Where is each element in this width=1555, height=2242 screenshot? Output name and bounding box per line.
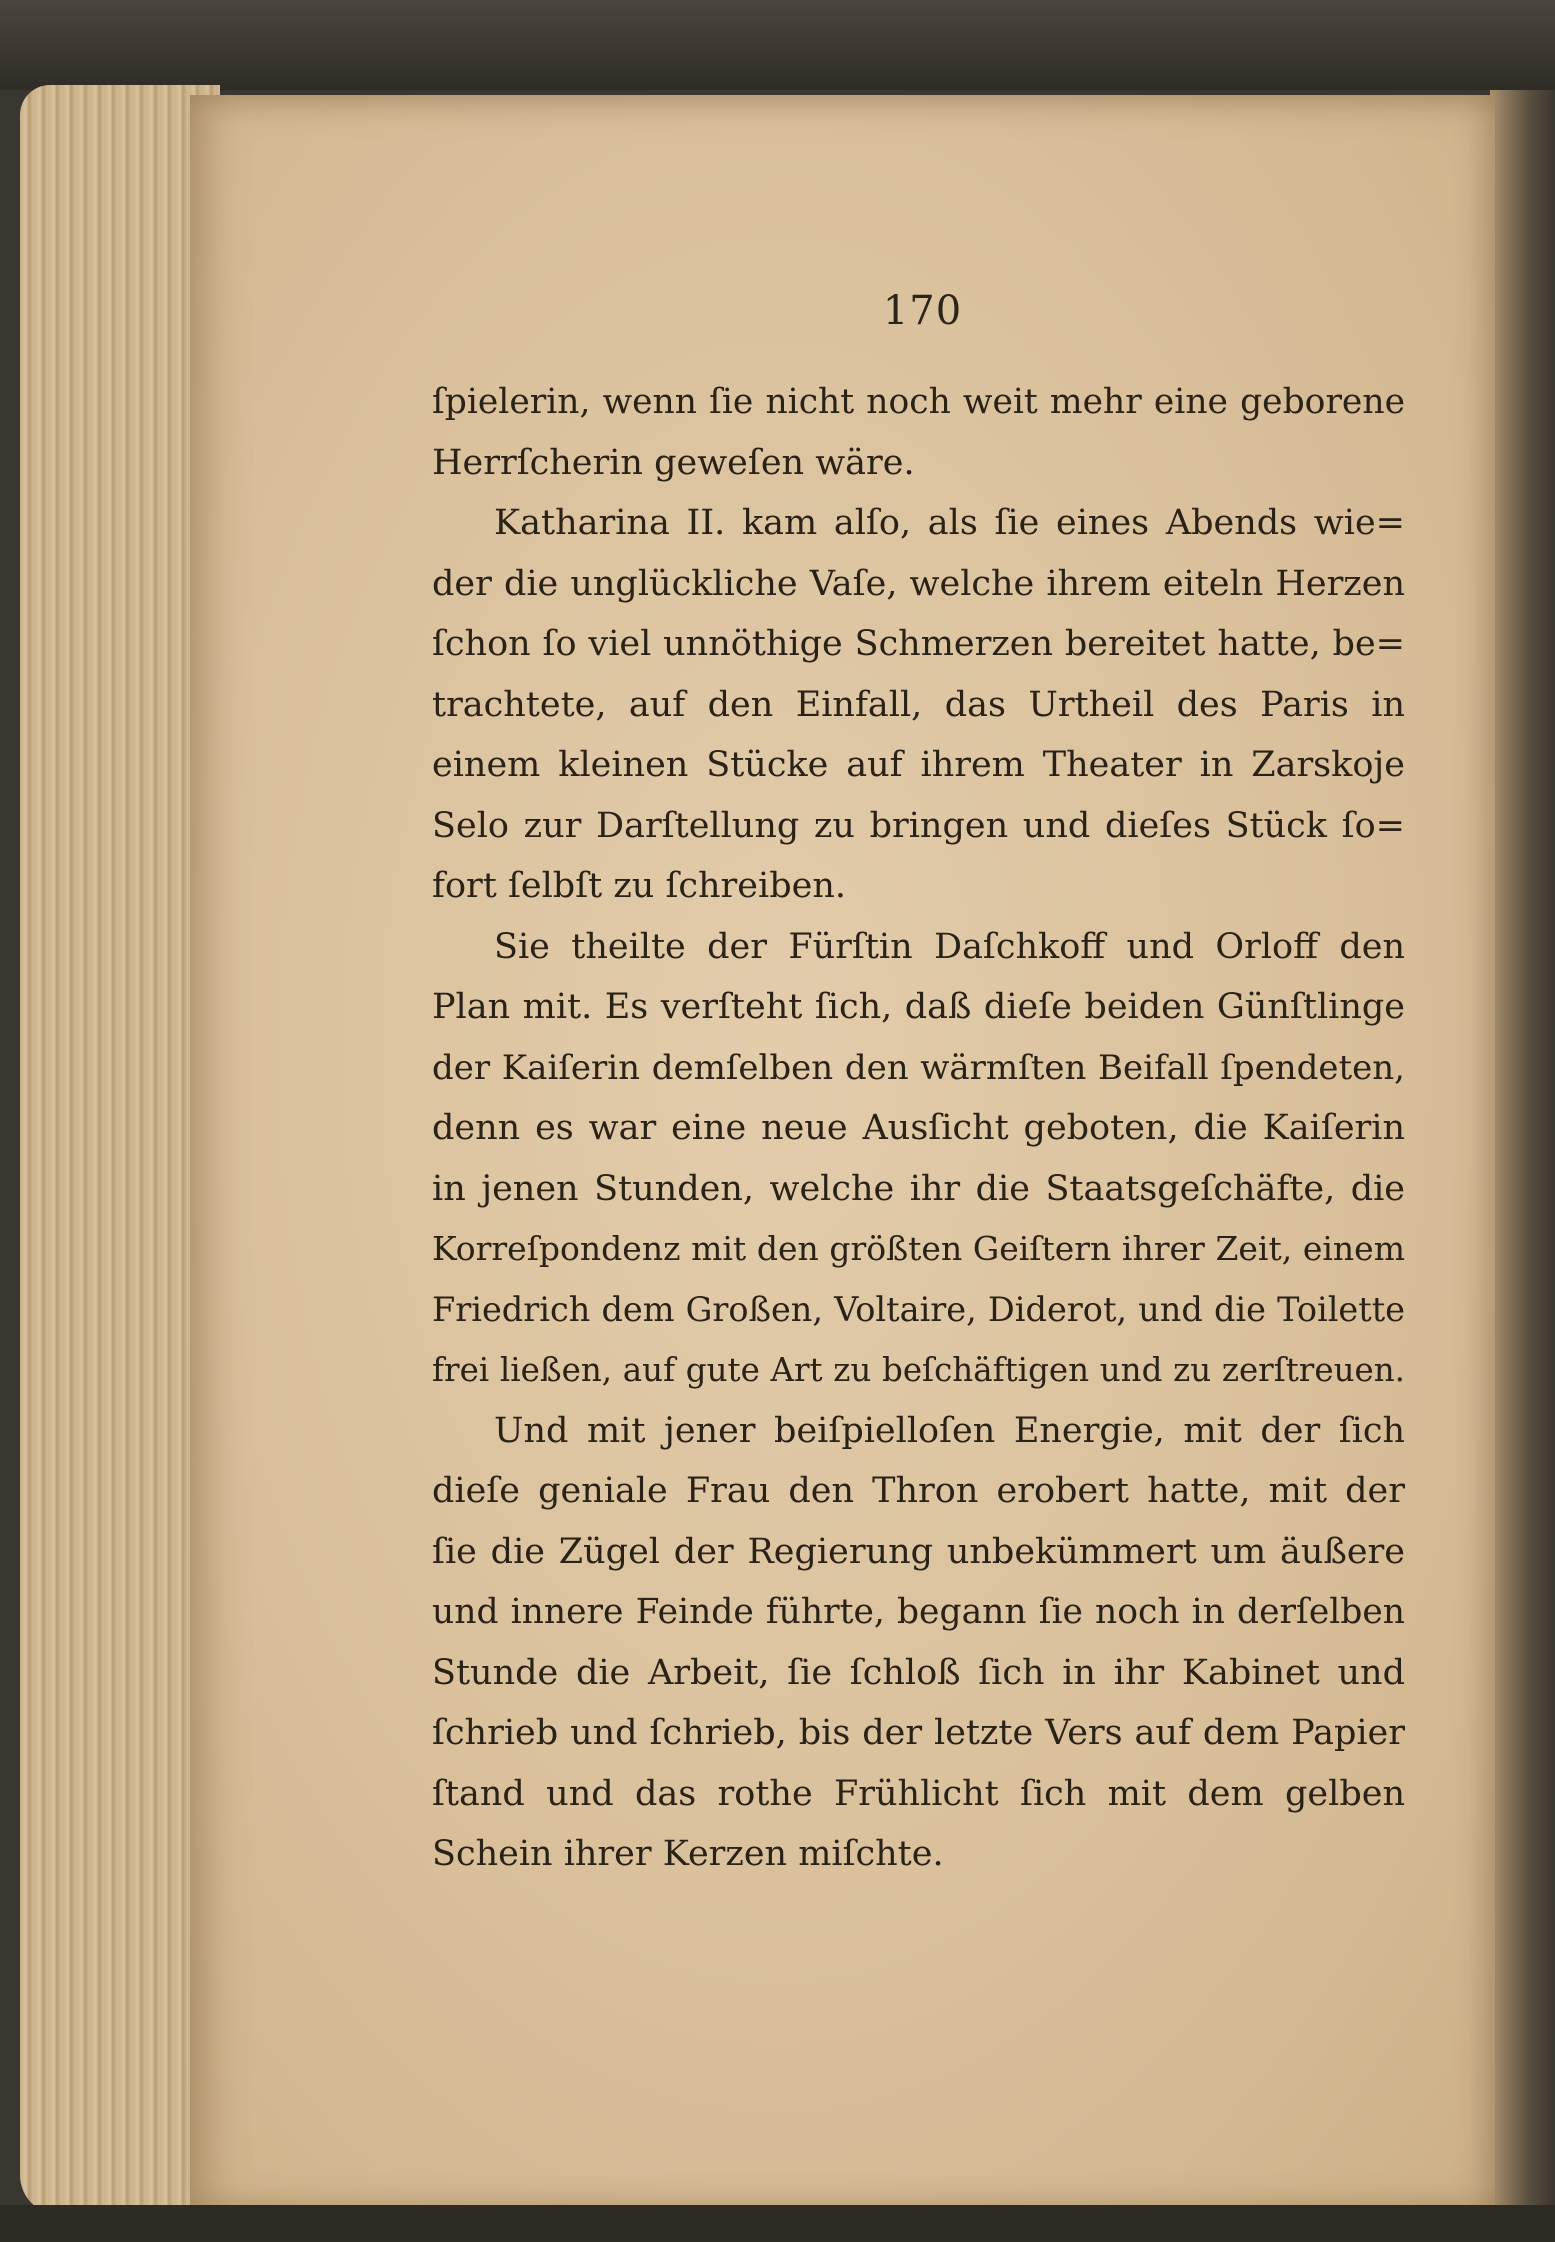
text-line: Schein ihrer Kerzen miſchte.	[432, 1834, 944, 1874]
book-gutter	[1490, 90, 1555, 2220]
text-line: ſchon ſo viel unnöthige Schmerzen bereitet hatte, be=	[432, 624, 1405, 664]
text-line: trachtete, auf den Einfall, das Urtheil des Paris in	[432, 684, 1405, 725]
text-line: Friedrich dem Großen, Voltaire, Diderot, und die Toilette	[432, 1289, 1405, 1329]
text-line: Herrſcherin geweſen wäre.	[432, 442, 915, 483]
text-line: einem kleinen Stücke auf ihrem Theater in Zarskoje	[432, 745, 1405, 785]
text-line: Sie theilte der Fürſtin Daſchkoff und Orloff den	[494, 926, 1405, 967]
text-line: Stunde die Arbeit, ſie ſchloß ſich in ihr Kabinet und	[432, 1652, 1405, 1693]
body-text	[432, 372, 1405, 1885]
text-line: der Kaiſerin demſelben den wärmſten Beifall ſpendeten,	[432, 1047, 1405, 1088]
text-line: denn es war eine neue Ausſicht geboten, die Kaiſerin	[432, 1108, 1405, 1148]
text-line: Selo zur Darſtellung zu bringen und dieſes Stück ſo=	[432, 805, 1405, 846]
text-line: ſtand und das rothe Frühlicht ſich mit dem gelben	[432, 1773, 1405, 1814]
text-line: Plan mit. Es verſteht ſich, daß dieſe beiden Günſtlinge	[432, 987, 1405, 1027]
page-number: 170	[882, 288, 963, 334]
book-cover-bottom	[0, 2205, 1555, 2242]
text-line: ſie die Zügel der Regierung unbekümmert um äußere	[432, 1531, 1405, 1572]
book-cover-top	[0, 0, 1555, 90]
text-line: fort ſelbſt zu ſchreiben.	[432, 866, 846, 906]
text-line: in jenen Stunden, welche ihr die Staatsgeſchäfte, die	[432, 1168, 1405, 1209]
text-line: Korreſpondenz mit den größten Geiſtern ihrer Zeit, einem	[432, 1229, 1405, 1268]
text-line: ſchrieb und ſchrieb, bis der letzte Vers auf dem Papier	[432, 1713, 1405, 1753]
text-line: frei ließen, auf gute Art zu beſchäftigen und zu zerſtreuen.	[432, 1351, 1405, 1389]
text-line: Und mit jener beiſpielloſen Energie, mit der ſich	[494, 1410, 1405, 1451]
text-line: ſpielerin, wenn ſie nicht noch weit mehr eine geborene	[432, 382, 1405, 422]
text-line: der die unglückliche Vaſe, welche ihrem eiteln Herzen	[432, 563, 1405, 604]
text-line: Katharina II. kam alſo, als ſie eines Abends wie=	[494, 503, 1405, 543]
text-line: dieſe geniale Frau den Thron erobert hatte, mit der	[432, 1471, 1405, 1511]
text-line: und innere Feinde führte, begann ſie noch in derſelben	[432, 1592, 1405, 1632]
